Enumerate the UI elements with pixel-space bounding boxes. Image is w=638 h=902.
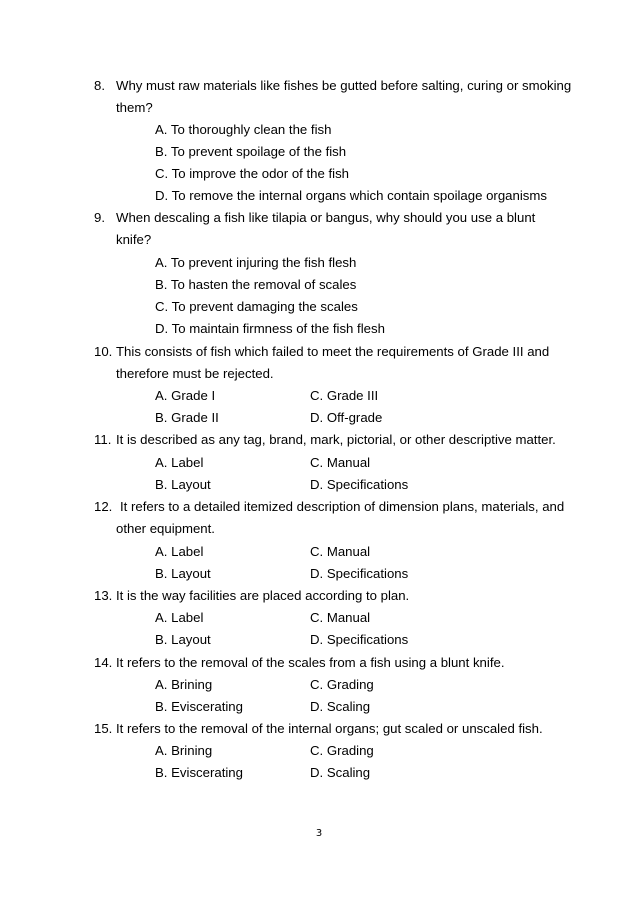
page-number: 3 (315, 828, 323, 839)
choice-b: B. Layout (155, 566, 211, 581)
choice-a: A. To prevent injuring the fish flesh (155, 255, 357, 270)
choice-d: D. Specifications (310, 477, 409, 492)
choice-a: A. Brining (155, 743, 213, 758)
question-text: It refers to the removal of the internal organs; gut scaled or unscaled fish. (116, 721, 543, 736)
question-text: knife? (116, 232, 152, 247)
question-text: It is described as any tag, brand, mark, pictorial, or other descriptive matter. (116, 432, 556, 447)
choice-b: B. Eviscerating (155, 699, 243, 714)
choice-a: A. To thoroughly clean the fish (155, 122, 332, 137)
choice-b: B. Layout (155, 477, 211, 492)
question-number: 9. (94, 210, 105, 225)
choice-d: D. Scaling (310, 699, 371, 714)
choice-c: C. To improve the odor of the fish (155, 166, 350, 181)
question-number: 8. (94, 78, 105, 93)
question-number: 15. (94, 721, 113, 736)
question-number: 12. (94, 499, 113, 514)
question-number: 11. (94, 432, 112, 447)
choice-a: A. Brining (155, 677, 213, 692)
choice-a: A. Label (155, 610, 204, 625)
question-number: 14. (94, 655, 113, 670)
question-text: This consists of fish which failed to meet the requirements of Grade III and (116, 344, 550, 359)
choice-b: B. Grade II (155, 410, 219, 425)
choice-b: B. Eviscerating (155, 765, 243, 780)
choice-c: C. Manual (310, 455, 371, 470)
question-number: 13. (94, 588, 113, 603)
choice-c: C. To prevent damaging the scales (155, 299, 358, 314)
choice-d: D. To remove the internal organs which contain spoilage organisms (155, 188, 547, 203)
choice-a: A. Grade I (155, 388, 216, 403)
choice-d: D. To maintain firmness of the fish flesh (155, 321, 385, 336)
choice-d: D. Specifications (310, 566, 409, 581)
choice-b: B. To hasten the removal of scales (155, 277, 357, 292)
question-number: 10. (94, 344, 113, 359)
choice-b: B. Layout (155, 632, 211, 647)
choice-c: C. Grade III (310, 388, 379, 403)
choice-c: C. Manual (310, 544, 371, 559)
question-text: therefore must be rejected. (116, 366, 274, 381)
question-text: When descaling a fish like tilapia or bangus, why should you use a blunt (116, 210, 536, 225)
choice-a: A. Label (155, 455, 204, 470)
choice-a: A. Label (155, 544, 204, 559)
choice-c: C. Manual (310, 610, 371, 625)
question-text: It refers to a detailed itemized description of dimension plans, materials, and (120, 499, 565, 514)
choice-b: B. To prevent spoilage of the fish (155, 144, 347, 159)
choice-d: D. Scaling (310, 765, 371, 780)
question-text: It refers to the removal of the scales from a fish using a blunt knife. (116, 655, 505, 670)
choice-d: D. Specifications (310, 632, 409, 647)
choice-d: D. Off-grade (310, 410, 383, 425)
question-text: other equipment. (116, 521, 215, 536)
choice-c: C. Grading (310, 743, 374, 758)
question-text: them? (116, 100, 153, 115)
choice-c: C. Grading (310, 677, 374, 692)
question-text: It is the way facilities are placed according to plan. (116, 588, 410, 603)
question-text: Why must raw materials like fishes be gutted before salting, curing or smoking (116, 78, 572, 93)
